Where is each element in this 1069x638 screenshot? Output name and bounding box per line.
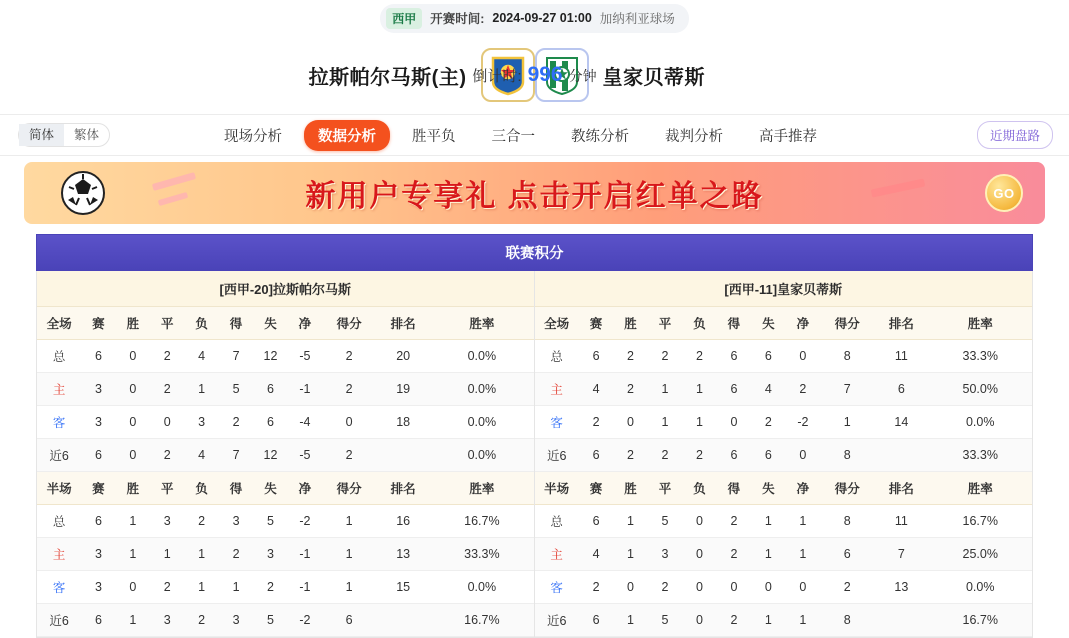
- table-row: [535, 505, 1033, 538]
- col-rank: 排名: [376, 472, 430, 505]
- kickoff-time: 2024-09-27 01:00: [492, 11, 592, 25]
- cell-scope: 客: [37, 406, 81, 439]
- cell: 4: [184, 340, 218, 373]
- table-row: [535, 406, 1033, 439]
- cell: 2: [613, 373, 647, 406]
- tab-coach-analysis[interactable]: 教练分析: [571, 128, 630, 145]
- cell: 1: [648, 373, 682, 406]
- cell: 2: [579, 571, 613, 604]
- cell: 0: [116, 571, 150, 604]
- col-draw: 平: [150, 472, 184, 505]
- table-row: [37, 271, 534, 307]
- cell: 16.7%: [430, 505, 533, 538]
- cell: 3: [219, 505, 253, 538]
- cell: 1: [820, 406, 874, 439]
- cell: 12: [253, 340, 287, 373]
- cell: 0.0%: [430, 340, 533, 373]
- cell: 3: [219, 604, 253, 637]
- nav-items: [210, 120, 831, 151]
- tab-win-draw-lose[interactable]: 胜平负: [412, 128, 456, 145]
- away-table-title: [西甲-11]皇家贝蒂斯: [535, 271, 1033, 307]
- col-points: 得分: [820, 472, 874, 505]
- cell: 4: [751, 373, 785, 406]
- cell: 1: [116, 538, 150, 571]
- cell: 2: [184, 505, 218, 538]
- col-win-rate: 胜率: [430, 307, 533, 340]
- table-row: [535, 571, 1033, 604]
- cell-scope: 总: [37, 505, 81, 538]
- cell: 15: [376, 571, 430, 604]
- cell: 25.0%: [928, 538, 1032, 571]
- cell: 2: [579, 406, 613, 439]
- cell: 16: [376, 505, 430, 538]
- cell: 2: [717, 604, 751, 637]
- league-tag: 西甲: [386, 8, 422, 29]
- tab-data-analysis[interactable]: 数据分析: [304, 120, 390, 151]
- cell: 6: [579, 604, 613, 637]
- cell: 2: [613, 439, 647, 472]
- col-lose: 负: [184, 307, 218, 340]
- cell: 33.3%: [928, 340, 1032, 373]
- home-standings-table: [37, 271, 535, 637]
- col-win: 胜: [116, 307, 150, 340]
- lang-simplified-button[interactable]: 简体: [19, 124, 64, 146]
- cell: 6: [81, 505, 115, 538]
- cell: 0: [717, 571, 751, 604]
- table-row: [535, 604, 1033, 637]
- col-rank: 排名: [874, 307, 928, 340]
- cell-scope: 近6: [535, 439, 579, 472]
- cell-scope: 近6: [37, 439, 81, 472]
- col-win: 胜: [613, 472, 647, 505]
- standings-tables: [36, 271, 1033, 638]
- col-goals-for: 得: [219, 307, 253, 340]
- col-played: 赛: [579, 472, 613, 505]
- cell: 16.7%: [928, 505, 1032, 538]
- away-team[interactable]: [535, 48, 990, 102]
- cell: 1: [613, 538, 647, 571]
- cell: 0: [682, 571, 716, 604]
- table-row: [37, 307, 534, 340]
- cell: 2: [648, 571, 682, 604]
- cell: 2: [682, 340, 716, 373]
- col-goals-against: 失: [751, 307, 785, 340]
- cell: -1: [288, 373, 322, 406]
- cell: 0: [116, 340, 150, 373]
- cell: 2: [648, 340, 682, 373]
- cell: 13: [874, 571, 928, 604]
- cell: 6: [751, 439, 785, 472]
- cell: 16.7%: [928, 604, 1032, 637]
- cell: 0: [322, 406, 376, 439]
- home-team[interactable]: [80, 48, 535, 102]
- cell: 0.0%: [430, 439, 533, 472]
- cell: 33.3%: [928, 439, 1032, 472]
- cell: 1: [648, 406, 682, 439]
- cell: 3: [81, 406, 115, 439]
- cell: 0: [613, 571, 647, 604]
- cell: 3: [81, 538, 115, 571]
- cell: 16.7%: [430, 604, 533, 637]
- cell: 3: [81, 571, 115, 604]
- cell: 1: [116, 604, 150, 637]
- cell: 6: [874, 373, 928, 406]
- cell: 6: [579, 439, 613, 472]
- cell: 8: [820, 340, 874, 373]
- cell: 0: [682, 505, 716, 538]
- cell: 0.0%: [430, 406, 533, 439]
- cell-scope: 近6: [535, 604, 579, 637]
- col-lose: 负: [184, 472, 218, 505]
- cell: 20: [376, 340, 430, 373]
- cell-scope: 主: [535, 373, 579, 406]
- col-scope: 全场: [535, 307, 579, 340]
- col-win: 胜: [116, 472, 150, 505]
- cell: 1: [613, 604, 647, 637]
- cell: 4: [579, 373, 613, 406]
- cell: -1: [288, 538, 322, 571]
- away-standings-table: [535, 271, 1033, 637]
- cell: 5: [648, 604, 682, 637]
- cell: 50.0%: [928, 373, 1032, 406]
- col-win: 胜: [613, 307, 647, 340]
- cell: 2: [322, 340, 376, 373]
- cell: 13: [376, 538, 430, 571]
- table-row: [535, 340, 1033, 373]
- tab-referee-analysis[interactable]: 裁判分析: [665, 128, 724, 145]
- table-row: [535, 307, 1033, 340]
- cell: 0.0%: [430, 571, 533, 604]
- banner-go-button[interactable]: GO: [985, 174, 1023, 212]
- cell: 0: [717, 406, 751, 439]
- col-played: 赛: [579, 307, 613, 340]
- cell: 3: [150, 505, 184, 538]
- cell: 6: [717, 373, 751, 406]
- teams-row: [0, 36, 1069, 114]
- language-toggle[interactable]: [18, 123, 110, 147]
- col-win-rate: 胜率: [928, 472, 1032, 505]
- cell: 4: [579, 538, 613, 571]
- cell: 2: [322, 373, 376, 406]
- cell: 18: [376, 406, 430, 439]
- countdown-unit: 分钟: [568, 68, 597, 84]
- table-row: [37, 538, 534, 571]
- table-row: [37, 604, 534, 637]
- promo-banner[interactable]: [24, 162, 1045, 224]
- col-goal-diff: 净: [786, 307, 820, 340]
- cell-scope: 主: [37, 373, 81, 406]
- cell: 2: [150, 439, 184, 472]
- col-rank: 排名: [874, 472, 928, 505]
- cell: 2: [786, 373, 820, 406]
- cell: 11: [874, 505, 928, 538]
- cell: 1: [150, 538, 184, 571]
- home-table-title: [西甲-20]拉斯帕尔马斯: [37, 271, 534, 307]
- cell-scope: 主: [535, 538, 579, 571]
- col-goals-for: 得: [717, 472, 751, 505]
- cell: 6: [820, 538, 874, 571]
- col-points: 得分: [322, 472, 376, 505]
- tab-live-analysis[interactable]: 现场分析: [224, 128, 283, 145]
- cell: 6: [81, 439, 115, 472]
- away-team-name: 皇家贝蒂斯: [602, 66, 705, 89]
- cell: 2: [150, 571, 184, 604]
- cell: 2: [613, 340, 647, 373]
- table-row: [37, 340, 534, 373]
- cell: 6: [751, 340, 785, 373]
- cell: 6: [579, 340, 613, 373]
- cell: 33.3%: [430, 538, 533, 571]
- table-row: [37, 571, 534, 604]
- cell: 2: [648, 439, 682, 472]
- cell: [376, 439, 430, 472]
- cell: 1: [219, 571, 253, 604]
- cell: 1: [786, 604, 820, 637]
- cell: -5: [288, 340, 322, 373]
- cell: 7: [219, 439, 253, 472]
- cell: 6: [717, 439, 751, 472]
- cell: 4: [184, 439, 218, 472]
- col-goals-for: 得: [219, 472, 253, 505]
- table-row: [535, 271, 1033, 307]
- cell: -2: [288, 604, 322, 637]
- cell: 6: [253, 373, 287, 406]
- col-win-rate: 胜率: [430, 472, 533, 505]
- cell: 1: [184, 538, 218, 571]
- cell: 0: [682, 538, 716, 571]
- cell: 1: [322, 538, 376, 571]
- table-row: [535, 472, 1033, 505]
- col-played: 赛: [81, 307, 115, 340]
- countdown-label: 倒计时:: [472, 68, 522, 85]
- cell: 11: [874, 340, 928, 373]
- cell: 6: [579, 505, 613, 538]
- cell: -2: [288, 505, 322, 538]
- col-goal-diff: 净: [288, 472, 322, 505]
- cell-scope: 主: [37, 538, 81, 571]
- cell-scope: 客: [535, 406, 579, 439]
- cell: 0: [116, 373, 150, 406]
- cell: 8: [820, 439, 874, 472]
- cell: [376, 604, 430, 637]
- kickoff-label: 开赛时间:: [430, 12, 485, 26]
- cell: 2: [150, 340, 184, 373]
- cell: 1: [751, 538, 785, 571]
- col-goal-diff: 净: [288, 307, 322, 340]
- table-row: [37, 373, 534, 406]
- cell: -1: [288, 571, 322, 604]
- cell: 7: [219, 340, 253, 373]
- cell: 2: [820, 571, 874, 604]
- col-rank: 排名: [376, 307, 430, 340]
- cell: 0: [751, 571, 785, 604]
- col-points: 得分: [322, 307, 376, 340]
- cell: 0.0%: [928, 571, 1032, 604]
- cell-scope: 近6: [37, 604, 81, 637]
- cell: 8: [820, 604, 874, 637]
- col-goal-diff: 净: [786, 472, 820, 505]
- cell-scope: 总: [535, 505, 579, 538]
- cell: 1: [751, 505, 785, 538]
- cell: 5: [648, 505, 682, 538]
- cell: 6: [717, 340, 751, 373]
- lang-traditional-button[interactable]: 繁体: [74, 128, 100, 142]
- section-title: 联赛积分: [36, 234, 1033, 271]
- col-goals-against: 失: [253, 472, 287, 505]
- cell: 6: [81, 340, 115, 373]
- col-played: 赛: [81, 472, 115, 505]
- countdown-value: 996: [527, 63, 563, 86]
- banner-text: 新用户专享礼 点击开启红单之路: [305, 180, 764, 213]
- cell: 1: [786, 505, 820, 538]
- col-goals-against: 失: [751, 472, 785, 505]
- cell: 0: [116, 406, 150, 439]
- table-row: [37, 472, 534, 505]
- main-nav: [0, 114, 1069, 156]
- recent-odds-button[interactable]: 近期盘路: [977, 121, 1053, 149]
- table-row: [535, 373, 1033, 406]
- away-team-crest-icon: [535, 48, 589, 102]
- col-draw: 平: [648, 307, 682, 340]
- col-goals-for: 得: [717, 307, 751, 340]
- table-row: [535, 538, 1033, 571]
- cell: 2: [219, 406, 253, 439]
- col-scope: 全场: [37, 307, 81, 340]
- cell-scope: 客: [535, 571, 579, 604]
- stadium-name: 加纳利亚球场: [599, 12, 675, 26]
- cell: [874, 604, 928, 637]
- cell: 2: [682, 439, 716, 472]
- cell: 5: [253, 505, 287, 538]
- cell: -4: [288, 406, 322, 439]
- home-team-crest-icon: [481, 48, 535, 102]
- cell: 1: [322, 505, 376, 538]
- cell: 1: [682, 373, 716, 406]
- col-draw: 平: [648, 472, 682, 505]
- col-scope-half: 半场: [535, 472, 579, 505]
- cell: 1: [184, 571, 218, 604]
- cell: 0: [786, 340, 820, 373]
- cell: 1: [786, 538, 820, 571]
- cell: 2: [184, 604, 218, 637]
- cell-scope: 总: [37, 340, 81, 373]
- cell: -2: [786, 406, 820, 439]
- cell: 6: [253, 406, 287, 439]
- cell-scope: 总: [535, 340, 579, 373]
- table-row: [37, 406, 534, 439]
- cell: 1: [322, 571, 376, 604]
- cell: 0: [682, 604, 716, 637]
- cell: 2: [322, 439, 376, 472]
- cell: 12: [253, 439, 287, 472]
- tab-expert-picks[interactable]: 高手推荐: [759, 128, 818, 145]
- cell: 6: [322, 604, 376, 637]
- table-row: [37, 439, 534, 472]
- cell: 5: [219, 373, 253, 406]
- cell: 0.0%: [430, 373, 533, 406]
- col-lose: 负: [682, 472, 716, 505]
- cell: 5: [253, 604, 287, 637]
- cell: 6: [81, 604, 115, 637]
- col-points: 得分: [820, 307, 874, 340]
- col-goals-against: 失: [253, 307, 287, 340]
- cell: [874, 439, 928, 472]
- cell: 7: [874, 538, 928, 571]
- col-win-rate: 胜率: [928, 307, 1032, 340]
- cell: 2: [717, 505, 751, 538]
- cell: 3: [184, 406, 218, 439]
- col-lose: 负: [682, 307, 716, 340]
- cell: 0: [786, 439, 820, 472]
- cell: 0.0%: [928, 406, 1032, 439]
- cell: 19: [376, 373, 430, 406]
- cell: 0: [613, 406, 647, 439]
- cell: 8: [820, 505, 874, 538]
- soccer-ball-icon: [60, 170, 106, 221]
- match-info-bar: [0, 0, 1069, 36]
- cell: 3: [81, 373, 115, 406]
- cell: 2: [219, 538, 253, 571]
- cell: 2: [751, 406, 785, 439]
- col-scope-half: 半场: [37, 472, 81, 505]
- cell: 1: [682, 406, 716, 439]
- table-row: [535, 439, 1033, 472]
- table-row: [37, 505, 534, 538]
- cell: 2: [717, 538, 751, 571]
- cell: 14: [874, 406, 928, 439]
- cell: 2: [253, 571, 287, 604]
- cell: 7: [820, 373, 874, 406]
- cell: 0: [150, 406, 184, 439]
- cell-scope: 客: [37, 571, 81, 604]
- cell: 1: [613, 505, 647, 538]
- cell: 1: [116, 505, 150, 538]
- match-info-pill: [380, 4, 689, 33]
- cell: 3: [150, 604, 184, 637]
- cell: 1: [184, 373, 218, 406]
- home-team-name: 拉斯帕尔马斯(主): [308, 66, 467, 89]
- tab-three-in-one[interactable]: 三合一: [491, 128, 536, 145]
- cell: 1: [751, 604, 785, 637]
- cell: 3: [648, 538, 682, 571]
- standings-panel: [36, 234, 1033, 638]
- cell: -5: [288, 439, 322, 472]
- cell: 3: [253, 538, 287, 571]
- cell: 2: [150, 373, 184, 406]
- cell: 0: [786, 571, 820, 604]
- cell: 0: [116, 439, 150, 472]
- col-draw: 平: [150, 307, 184, 340]
